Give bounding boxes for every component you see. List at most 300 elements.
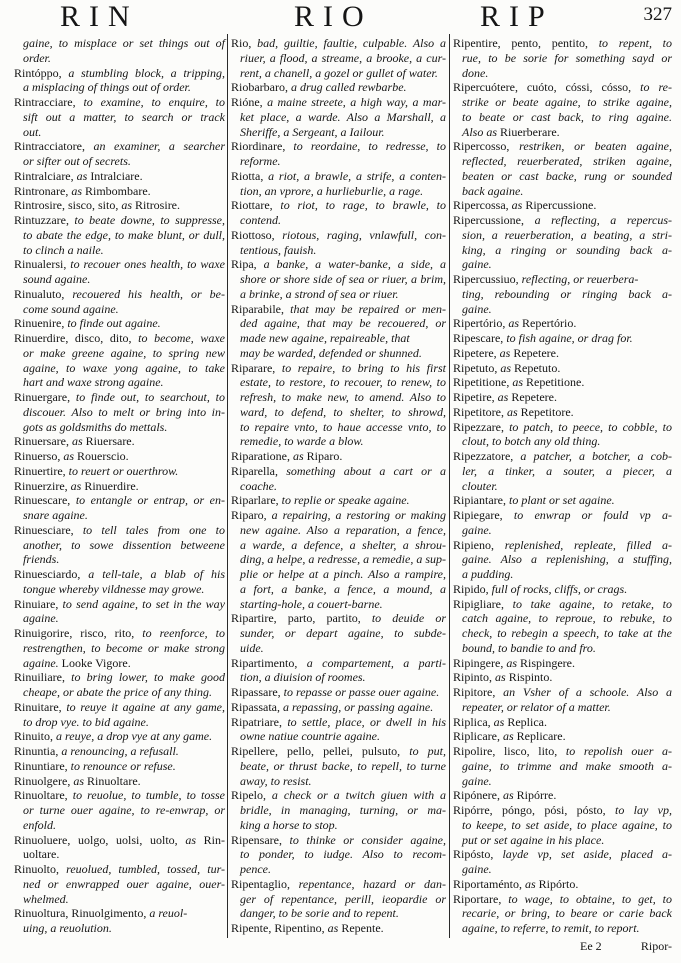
entry-line: [14, 567, 225, 582]
definition: gaine.: [462, 862, 492, 876]
entry-line: [462, 552, 672, 567]
entry-line-text: [240, 847, 446, 862]
definition: as: [490, 714, 508, 729]
definition: coache.: [240, 478, 277, 493]
entry-line-text: [453, 729, 566, 744]
entry-line: [462, 287, 672, 302]
entry-line: [240, 287, 446, 302]
entry-line-text: [453, 80, 672, 95]
entry-line: [462, 921, 672, 936]
entry-line: [462, 243, 672, 258]
entry-line: [240, 434, 446, 449]
entry-line: [14, 449, 225, 464]
definition: ned or enwrapped ouer againe, ouer-: [23, 876, 225, 891]
dictionary-entry: [14, 670, 225, 700]
definition: as: [522, 876, 539, 891]
dictionary-entry: [453, 715, 672, 730]
entry-line-text: [231, 464, 446, 479]
entry-line: [462, 464, 672, 479]
cross-reference: Repetere.: [511, 390, 557, 404]
definition: pence.: [240, 862, 271, 876]
entry-line-text: [23, 803, 225, 818]
entry-line-text: [23, 243, 104, 258]
entry-line-text: [14, 744, 179, 759]
entry-line: [14, 213, 225, 228]
entry-line: [462, 641, 672, 656]
entry-line: [240, 847, 446, 862]
headword: Rintracciatore,: [14, 139, 85, 154]
headword: Ripónere,: [453, 788, 500, 803]
definition: clout, to botch any old thing.: [462, 434, 601, 449]
headword: Ripente, Ripentino,: [231, 921, 325, 935]
headword: Rinuertire,: [14, 463, 66, 478]
entry-line: [23, 582, 225, 597]
entry-line-text: [14, 316, 161, 331]
entry-line: [462, 833, 672, 848]
dictionary-entry: [231, 877, 446, 921]
entry-line-text: [23, 361, 225, 376]
entry-line: [453, 670, 672, 685]
dictionary-entry: [453, 582, 672, 597]
entry-line-text: [23, 80, 191, 95]
headword: Riobarbaro,: [231, 80, 288, 95]
definition: to reordaine, to redresse, to: [285, 139, 446, 154]
entry-line-text: [23, 36, 225, 51]
entry-line: [231, 611, 446, 626]
entry-line: [14, 66, 225, 81]
entry-line: [14, 523, 225, 538]
definition: or turne ouer againe, to re-enwrap, or: [23, 803, 225, 817]
dictionary-entry: [453, 892, 672, 936]
definition: bridle, in managing, turning, or ma-: [240, 803, 446, 817]
entry-line: [453, 213, 672, 228]
entry-line-text: [240, 66, 438, 81]
headword: Riotta,: [231, 168, 264, 183]
entry-line-text: [14, 670, 225, 685]
dictionary-entry: [453, 80, 672, 139]
definition: to take againe, to retake, to: [504, 596, 672, 611]
definition: recarie, or bring, to beare or carie back: [462, 906, 672, 921]
entry-line-text: [231, 139, 446, 154]
definition: as: [60, 449, 78, 463]
entry-line-text: [453, 198, 596, 213]
definition: repeater, or relator of a matter.: [462, 699, 611, 714]
dictionary-entry: [453, 803, 672, 847]
entry-line-text: [231, 788, 446, 803]
entry-line: [240, 818, 446, 833]
definition: put or set againe in his place.: [462, 832, 605, 847]
dictionary-entry: [14, 862, 225, 906]
headword: Ripellere, pello, pellei, pulsuto,: [231, 744, 401, 758]
entry-line-text: [14, 479, 139, 494]
dictionary-entry: [14, 597, 225, 627]
dictionary-entry: [231, 921, 446, 936]
headword: Ripentire, pento, pentito,: [453, 36, 589, 50]
headword: Ripartire, parto, partito,: [231, 611, 361, 626]
headword: Ripetuto,: [453, 360, 498, 375]
entry-line-text: [462, 818, 672, 833]
entry-line: [240, 125, 446, 140]
entry-line: [462, 479, 672, 494]
entry-line: [462, 302, 672, 317]
entry-line-text: [231, 685, 439, 700]
headword: Ripertório,: [453, 316, 506, 331]
entry-line: [240, 405, 446, 420]
entry-line-text: [231, 833, 446, 848]
entry-line: [14, 198, 225, 213]
headword: Ripetere,: [453, 345, 497, 360]
dictionary-entry: [231, 788, 446, 832]
dictionary-entry: [453, 449, 672, 493]
definition: full of rocks, cliffs, or crags.: [488, 581, 628, 596]
dictionary-entry: [14, 434, 225, 449]
dictionary-entry: [231, 361, 446, 450]
entry-line: [453, 316, 672, 331]
definition: a warde, a defence, a shelter, a shrou-: [240, 537, 446, 552]
entry-line: [453, 361, 672, 376]
entry-line-text: [14, 626, 225, 641]
entry-line-text: [23, 508, 88, 523]
cross-reference: Repetere.: [513, 345, 559, 360]
definition: a reflecting, a repercus-: [524, 213, 672, 227]
entry-line-text: [453, 405, 574, 420]
definition: king a horse to stop.: [240, 817, 338, 832]
definition: as: [177, 832, 204, 847]
entry-line: [14, 169, 225, 184]
dictionary-entry: [453, 788, 672, 803]
entry-line: [23, 715, 225, 730]
headword: Ripercussione,: [453, 213, 524, 227]
headword: Ripitore,: [453, 685, 496, 699]
entry-line-text: [231, 715, 446, 730]
definition: a stumbling block, a tripping,: [61, 65, 225, 80]
entry-line: [23, 110, 225, 125]
entry-line-text: [462, 228, 672, 243]
entry-line-text: [240, 346, 422, 361]
dictionary-entry: [14, 316, 225, 331]
dictionary-entry: [231, 464, 446, 494]
entry-line-text: [14, 862, 225, 877]
definition: catch againe, to reproue, to rebuke, to: [462, 611, 672, 626]
entry-line: [14, 287, 225, 302]
entry-line-text: [23, 346, 225, 361]
cross-reference: Looke Vigore.: [61, 655, 131, 670]
definition: gaine.: [462, 301, 492, 316]
headword: Ripetitione,: [453, 375, 510, 390]
entry-line: [462, 626, 672, 641]
definition: out.: [23, 124, 42, 139]
entry-line-text: [240, 567, 446, 582]
entry-line-text: [231, 611, 446, 626]
entry-line-text: [240, 774, 312, 789]
definition: to enwrap or fould vp a-: [502, 508, 672, 522]
entry-line-text: [231, 744, 446, 759]
entry-line: [462, 125, 672, 140]
definition: againe.: [23, 611, 59, 626]
definition: bound, to bandie to and fro.: [462, 640, 596, 655]
entry-line: [462, 184, 672, 199]
definition: strike or beate againe, to strike againe,: [462, 95, 672, 109]
entry-line: [453, 331, 672, 346]
cross-reference: Repertório.: [522, 316, 577, 331]
definition: to re-: [631, 80, 672, 95]
cross-reference: Rispinto.: [508, 670, 553, 685]
definition: owne natiue countrie againe.: [240, 729, 380, 744]
entry-line-text: [231, 198, 446, 213]
dictionary-entry: [231, 833, 446, 877]
entry-line-text: [23, 656, 131, 671]
entry-continuation: [14, 36, 225, 66]
definition: back againe.: [462, 183, 524, 198]
definition: remedie, to warde a blow.: [240, 434, 364, 449]
entry-line-text: [453, 493, 615, 508]
definition: rent, a chanell, a gozel or gullet of water.: [240, 65, 438, 80]
definition: beaten or cast backe, rung or sounded: [462, 168, 672, 183]
entry-line-text: [453, 272, 638, 287]
entry-line-text: [231, 302, 446, 317]
entry-line-text: [453, 892, 672, 907]
headword: Ripósto,: [453, 847, 494, 862]
entry-line: [453, 80, 672, 95]
entry-line-text: [14, 66, 225, 81]
headword: Ripetitore,: [453, 404, 504, 419]
entry-line: [23, 847, 225, 862]
entry-line: [240, 759, 446, 774]
entry-line: [231, 302, 446, 317]
definition: againe.: [23, 655, 62, 670]
entry-line-text: [240, 316, 446, 331]
entry-line: [462, 759, 672, 774]
entry-line: [240, 213, 446, 228]
definition: or make greene againe, to spring new: [23, 345, 225, 360]
entry-line-text: [23, 228, 225, 243]
definition: riuer, a flood, a streame, a brooke, a cur-: [240, 50, 446, 65]
definition: to repent, to: [588, 36, 672, 50]
cross-reference: uoltare.: [23, 847, 60, 862]
entry-line: [240, 567, 446, 582]
definition: reflected, reuerberated, striken againe,: [462, 154, 672, 168]
entry-line: [231, 449, 446, 464]
entry-line: [14, 700, 225, 715]
entry-line-text: [462, 523, 492, 538]
headword: Rinuerzire,: [14, 478, 68, 493]
definition: may be warded, defended or shunned.: [240, 345, 422, 360]
headword: Rinualersi,: [14, 257, 67, 272]
entry-line-text: [462, 287, 672, 302]
entry-line: [231, 464, 446, 479]
cross-reference: Rimbombare.: [85, 183, 151, 198]
entry-line: [453, 493, 672, 508]
headword: Rinuolto,: [14, 862, 60, 876]
entry-line: [462, 700, 672, 715]
definition: cheape, or abate the price of any thing.: [23, 685, 212, 699]
entry-line-text: [231, 877, 446, 892]
headword: Riparo,: [231, 508, 267, 522]
entry-line-text: [240, 331, 410, 346]
entry-line-text: [453, 346, 559, 361]
definition: enfold.: [23, 817, 56, 832]
dictionary-entry: [14, 626, 225, 670]
dictionary-entry: [14, 759, 225, 774]
headword: Rinuerdire, disco, dito,: [14, 331, 132, 345]
entry-line-text: [23, 538, 225, 553]
headword: Ripinto,: [453, 670, 493, 685]
headword: Rinuesciare,: [14, 522, 74, 537]
entry-line: [240, 641, 446, 656]
definition: gaine.: [462, 522, 492, 537]
entry-line: [453, 803, 672, 818]
entry-line-text: [240, 243, 316, 258]
entry-line: [14, 833, 225, 848]
entry-line: [453, 788, 672, 803]
definition: done.: [462, 65, 489, 80]
cross-reference: Riuersare.: [85, 434, 135, 449]
entry-line-text: [240, 582, 446, 597]
definition: ting, rebounding or ringing back a-: [462, 286, 672, 301]
entry-line-text: [453, 361, 560, 376]
header-guideword-center: RIO: [294, 0, 373, 33]
definition: king, a ringing or sounding back a-: [462, 242, 672, 257]
entry-line: [23, 36, 225, 51]
entry-line-text: [453, 331, 633, 346]
headword: Riordinare,: [231, 139, 286, 154]
entry-line-text: [240, 818, 338, 833]
dictionary-entry: [231, 656, 446, 686]
entry-line: [23, 346, 225, 361]
definition: tion, a diuision of roomes.: [240, 670, 366, 685]
definition: reflecting, or reuerbera-: [518, 272, 639, 286]
entry-line: [231, 744, 446, 759]
definition: that may be repaired or men-: [283, 301, 446, 316]
definition: to reuolue, to tumble, to tosse: [67, 788, 225, 803]
column-1: [14, 36, 225, 936]
definition: uing, a reuolution.: [23, 921, 112, 935]
entry-line-text: [462, 906, 672, 921]
entry-line-text: [462, 567, 513, 582]
entry-line-text: [453, 685, 672, 700]
dictionary-entry: [231, 169, 446, 199]
dictionary-entry: [231, 198, 446, 228]
cross-reference: Ripórto.: [538, 876, 579, 891]
dictionary-entry: [231, 700, 446, 715]
entry-line: [14, 331, 225, 346]
entry-line-text: [14, 198, 180, 213]
entry-line: [231, 788, 446, 803]
definition: a renouncing, a refusall.: [58, 744, 179, 758]
entry-line-text: [23, 405, 225, 420]
entry-line-text: [462, 833, 604, 848]
dictionary-entry: [14, 788, 225, 832]
entry-line: [231, 228, 446, 243]
definition: to deuide or: [360, 611, 446, 626]
dictionary-entry: [453, 316, 672, 331]
entry-line-text: [14, 567, 225, 582]
entry-line: [240, 375, 446, 390]
entry-line: [453, 847, 672, 862]
dictionary-entry: [14, 287, 225, 317]
entry-line: [23, 375, 225, 390]
definition: gaine. Also a replenishing, a stuffing,: [462, 552, 672, 567]
dictionary-entry: [453, 670, 672, 685]
entry-line: [453, 390, 672, 405]
cross-reference: Rinuerdire.: [84, 478, 139, 493]
entry-line: [23, 243, 225, 258]
entry-line: [240, 626, 446, 641]
entry-line: [453, 375, 672, 390]
entry-line-text: [23, 51, 51, 66]
entry-line-text: [14, 833, 225, 848]
entry-line-text: [453, 597, 672, 612]
dictionary-entry: [231, 449, 446, 464]
headword: Rinualuto,: [14, 286, 65, 301]
entry-line: [231, 833, 446, 848]
entry-line-text: [14, 788, 225, 803]
entry-line: [240, 582, 446, 597]
dictionary-entry: [14, 184, 225, 199]
headword: Rinuescare,: [14, 493, 71, 508]
headword: Rinuergare,: [14, 390, 71, 404]
entry-line: [462, 818, 672, 833]
entry-line: [231, 198, 446, 213]
definition: estate, to restore, to recouer, to renew, to: [240, 375, 446, 390]
headword: Ripórre, póngo, pósi, pósto,: [453, 803, 606, 817]
entry-line: [14, 788, 225, 803]
definition: ket place, a warde. Also a Marshall, a: [240, 109, 446, 124]
entry-line: [453, 597, 672, 612]
entry-line: [240, 523, 446, 538]
entry-line-text: [453, 390, 557, 405]
definition: or sifter out of secrets.: [23, 154, 131, 168]
headword: Riportare,: [453, 891, 502, 906]
definition: a misplacing of things out of order.: [23, 80, 191, 95]
entry-line: [240, 346, 446, 361]
entry-line: [453, 729, 672, 744]
definition: as: [289, 449, 307, 463]
entry-line-text: [453, 788, 556, 803]
headword: Riportaménto,: [453, 876, 522, 891]
definition: something about a cart or a: [277, 463, 446, 478]
dictionary-entry: [14, 567, 225, 597]
entry-line: [462, 110, 672, 125]
entry-line: [240, 803, 446, 818]
entry-line: [14, 257, 225, 272]
definition: as: [324, 921, 342, 935]
entry-line: [23, 611, 225, 626]
entry-line: [14, 479, 225, 494]
entry-line: [14, 464, 225, 479]
entry-line: [23, 508, 225, 523]
entry-line-text: [462, 611, 672, 626]
entry-line: [240, 66, 446, 81]
entry-line-text: [240, 213, 281, 228]
entry-line: [23, 228, 225, 243]
dictionary-entry: [453, 361, 672, 376]
definition: tongue whereby vildnesse may growe.: [23, 581, 205, 596]
entry-line-text: [240, 125, 385, 140]
entry-line: [462, 154, 672, 169]
dictionary-entry: [14, 257, 225, 287]
definition: as: [118, 198, 136, 213]
dictionary-entry: [14, 331, 225, 390]
entry-line: [23, 154, 225, 169]
headword: Ripido,: [453, 581, 489, 596]
column-3: [453, 36, 672, 936]
entry-line: [453, 420, 672, 435]
entry-line-text: [231, 449, 342, 464]
headword: Ripassare,: [231, 685, 281, 699]
headword: Riparlare,: [231, 493, 279, 508]
entry-line: [462, 51, 672, 66]
